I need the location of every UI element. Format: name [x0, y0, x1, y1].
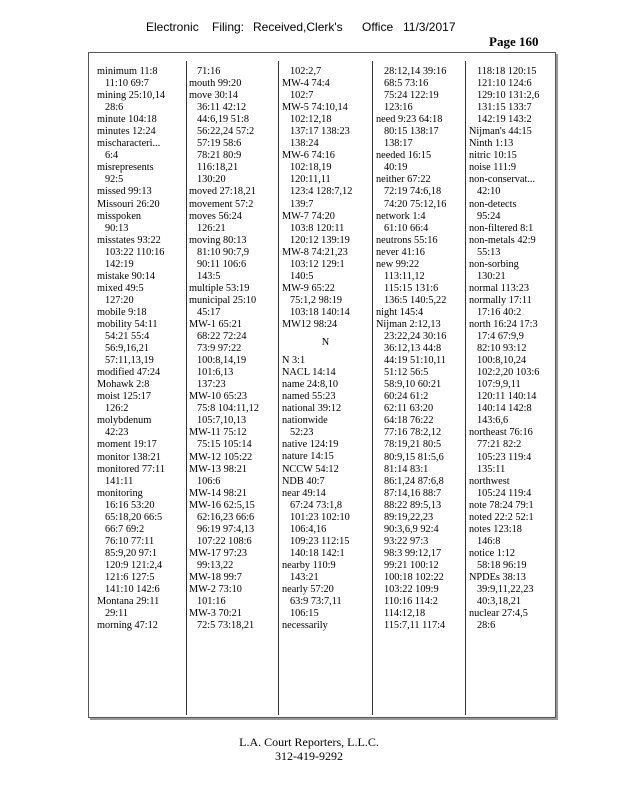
index-entry: normal 113:23	[469, 282, 529, 294]
index-entry: 138:17	[384, 138, 413, 150]
index-entry: non-filtered 8:1	[469, 222, 534, 234]
index-entry: Nijman's 44:15	[469, 126, 532, 138]
index-entry: mixed 49:5	[97, 282, 144, 294]
index-entry: 140:14 142:8	[477, 403, 532, 415]
index-frame	[88, 52, 556, 718]
index-entry: 103:22 109:9	[384, 584, 439, 596]
index-entry: MW-13 98:21	[189, 463, 248, 475]
index-entry: minute 104:18	[97, 114, 157, 126]
header-office: Office	[362, 20, 394, 34]
index-entry: 138:24	[290, 138, 319, 150]
index-entry: 106:6	[197, 475, 221, 487]
index-entry: 64:18 76:22	[384, 415, 434, 427]
index-entry: 75:15 105:14	[197, 439, 252, 451]
index-entry: MW-16 62:5,15	[189, 499, 255, 511]
index-entry: 55:13	[477, 246, 501, 258]
index-entry: 77:21 82:2	[477, 439, 522, 451]
index-entry: 102:12,18	[290, 114, 332, 126]
index-entry: 90:13	[105, 222, 129, 234]
index-entry: 106:15	[290, 608, 319, 620]
index-entry: Missouri 26:20	[97, 198, 160, 210]
index-entry: nearly 57:20	[282, 583, 334, 595]
index-entry: 100:18 102:22	[384, 571, 444, 583]
index-entry: 65:18,20 66:5	[105, 511, 163, 523]
index-entry: needed 16:15	[376, 150, 432, 162]
index-entry: noise 111:9	[469, 162, 516, 174]
index-entry: Montana 29:11	[97, 596, 160, 608]
index-entry: 120:12 139:19	[290, 234, 350, 246]
index-entry: Ninth 1:13	[469, 138, 514, 150]
index-entry: moved 27:18,21	[189, 186, 256, 198]
index-entry: 106:4,16	[290, 523, 327, 535]
index-entry: noted 22:2 52:1	[469, 511, 534, 523]
index-entry: moving 80:13	[189, 234, 247, 246]
index-entry: neither 67:22	[376, 174, 431, 186]
index-entry: 120:11,11	[290, 174, 331, 186]
index-entry: morning 47:12	[97, 620, 158, 632]
index-entry: native 124:19	[282, 439, 339, 451]
index-entry: 126:21	[197, 222, 226, 234]
index-entry: 51:12 56:5	[384, 367, 429, 379]
index-entry: 78:21 80:9	[197, 150, 242, 162]
index-entry: 28:6	[105, 102, 124, 114]
index-entry: 114:12,18	[384, 608, 426, 620]
index-entry: 142:19 143:2	[477, 114, 532, 126]
index-entry: normally 17:11	[469, 294, 532, 306]
index-entry: MW-17 97:23	[189, 547, 248, 559]
index-entry: 143:6,6	[477, 415, 509, 427]
index-entry: 146:8	[477, 535, 501, 547]
index-entry: 90:11 106:6	[197, 258, 247, 270]
index-entry: 28:12,14 39:16	[384, 66, 447, 77]
footer-phone: 312-419-9292	[275, 749, 343, 763]
index-entry: Mohawk 2:8	[97, 379, 150, 391]
index-entry: 95:24	[477, 210, 501, 222]
index-entry: N 3:1	[282, 355, 306, 367]
index-column-1	[97, 66, 183, 632]
index-entry: molybdenum	[97, 415, 152, 427]
index-entry: misstates 93:22	[97, 234, 161, 246]
index-entry: note 78:24 79:1	[469, 499, 534, 511]
index-entry: 116:18,21	[197, 162, 239, 174]
index-entry: moist 125:17	[97, 391, 152, 403]
index-entry: need 9:23 64:18	[376, 114, 443, 126]
index-entry: 143:5	[197, 270, 221, 282]
index-entry: 87:14,16 88:7	[384, 487, 442, 499]
index-entry: 63:9 73:7,11	[290, 596, 342, 608]
index-entry: 61:10 66:4	[384, 222, 429, 234]
index-entry: misspoken	[97, 210, 142, 222]
index-entry: 80:9,15 81:5,6	[384, 451, 444, 463]
header-date: 11/3/2017	[403, 20, 456, 34]
index-entry: 135:11	[477, 463, 506, 475]
index-entry: mining 25:10,14	[97, 90, 166, 102]
index-entry: mischaracteri...	[97, 138, 161, 150]
index-entry: MW-12 105:22	[189, 451, 253, 463]
header-received: Received,Clerk's	[253, 20, 343, 34]
index-entry: 100:8,14,19	[197, 355, 247, 367]
index-entry: 115:15 131:6	[384, 282, 439, 294]
index-entry: movement 57:2	[189, 198, 254, 210]
index-entry: monitor 138:21	[97, 451, 161, 463]
index-entry: 75:24 122:19	[384, 90, 439, 102]
index-entry: 105:23 119:4	[477, 451, 532, 463]
index-column-3	[282, 66, 369, 632]
index-entry: 121:10 124:6	[477, 78, 532, 90]
index-entry: MW-14 98:21	[189, 487, 248, 499]
index-entry: MW-18 99:7	[189, 571, 242, 583]
column-divider	[186, 61, 187, 715]
index-entry: MW-2 73:10	[189, 584, 242, 596]
index-entry: non-sorbing	[469, 258, 519, 270]
index-entry: 123:4 128:7,12	[290, 186, 353, 198]
index-entry: 11:10 69:7	[105, 78, 149, 90]
index-entry: 39:9,11,22,23	[477, 584, 534, 596]
index-entry: nearby 110:9	[282, 559, 336, 571]
index-entry: Nijman 2:12,13	[376, 318, 441, 330]
index-entry: 137:17 138:23	[290, 126, 350, 138]
index-entry: 99:21 100:12	[384, 559, 439, 571]
index-entry: nature 14:15	[282, 451, 334, 463]
index-entry: 28:6	[477, 620, 496, 632]
index-entry: MW-3 70:21	[189, 608, 242, 620]
index-entry: 141:10 142:6	[105, 584, 160, 596]
index-entry: MW-8 74:21,23	[282, 246, 348, 258]
index-entry: 57:11,13,19	[105, 355, 154, 367]
index-entry: neutrons 55:16	[376, 234, 438, 246]
index-entry: 77:16 78:2,12	[384, 427, 442, 439]
index-entry: 140:5	[290, 270, 314, 282]
index-entry: 66:7 69:2	[105, 523, 145, 535]
index-entry: minutes 12:24	[97, 126, 156, 138]
index-entry: northwest	[469, 475, 510, 487]
index-entry: 130:21	[477, 270, 506, 282]
index-entry: 139:7	[290, 198, 314, 210]
index-entry: necessarily	[282, 620, 328, 632]
index-entry: 82:10 93:12	[477, 343, 527, 355]
index-entry: 81:14 83:1	[384, 463, 429, 475]
index-entry: 113:11,12	[384, 270, 425, 282]
index-entry: 23:22,24 30:16	[384, 331, 447, 343]
index-entry: 45:17	[197, 306, 221, 318]
index-entry: 62:11 63:20	[384, 403, 434, 415]
index-entry: move 30:14	[189, 90, 238, 102]
index-entry: 62:16,23 66:6	[197, 511, 255, 523]
index-entry: 136:5 140:5,22	[384, 294, 447, 306]
index-entry: 98:3 99:12,17	[384, 547, 442, 559]
index-entry: 92:5	[105, 174, 124, 186]
index-entry: 140:18 142:1	[290, 547, 345, 559]
index-entry: non-conservat...	[469, 174, 536, 186]
index-entry: 142:19	[105, 258, 134, 270]
index-entry: monitored 77:11	[97, 463, 165, 475]
index-entry: 110:16 114:2	[384, 596, 438, 608]
index-entry: 120:11 140:14	[477, 391, 537, 403]
index-entry: 56:22,24 57:2	[197, 126, 255, 138]
index-entry: MW-7 74:20	[282, 210, 335, 222]
index-entry: 44:6,19 51:8	[197, 114, 250, 126]
index-entry: north 16:24 17:3	[469, 318, 538, 330]
index-entry: 60:24 61:2	[384, 391, 429, 403]
index-entry: 127:20	[105, 294, 134, 306]
index-entry: 103:8 120:11	[290, 222, 345, 234]
index-entry: 109:23 112:15	[290, 535, 350, 547]
index-entry: 36:12,13 44:8	[384, 343, 442, 355]
index-entry: 129:10 131:2,6	[477, 90, 540, 102]
index-entry: NACL 14:14	[282, 367, 336, 379]
index-entry: 36:11 42:12	[197, 102, 247, 114]
index-entry: 74:20 75:12,16	[384, 198, 447, 210]
index-entry: 99:13,22	[197, 559, 234, 571]
index-entry: nitric 10:15	[469, 150, 517, 162]
index-entry: 75:1,2 98:19	[290, 294, 343, 306]
index-entry: 42:10	[477, 186, 501, 198]
index-entry: non-detects	[469, 198, 517, 210]
index-entry: 102:18,19	[290, 162, 332, 174]
index-entry: MW-6 74:16	[282, 150, 335, 162]
index-entry: 107:9,9,11	[477, 379, 521, 391]
index-entry: 56:9,16,21	[105, 343, 150, 355]
page-number: Page 160	[489, 34, 539, 49]
column-divider	[465, 61, 466, 715]
index-entry: name 24:8,10	[282, 379, 339, 391]
index-entry: never 41:16	[376, 246, 425, 258]
column-divider	[278, 61, 279, 715]
index-entry: network 1:4	[376, 210, 426, 222]
index-entry: 118:18 120:15	[477, 66, 537, 77]
index-entry: 89:19,22,23	[384, 511, 434, 523]
index-entry: 105:24 119:4	[477, 487, 532, 499]
index-column-5	[469, 66, 551, 632]
index-entry: 90:3,6,9 92:4	[384, 523, 439, 535]
index-entry: MW-1 65:21	[189, 318, 242, 330]
index-entry: missed 99:13	[97, 186, 152, 198]
index-entry: 101:16	[197, 596, 226, 608]
index-entry: 71:16	[197, 66, 221, 77]
index-entry: 17:4 67:9,9	[477, 331, 524, 343]
index-entry: nuclear 27:4,5	[469, 608, 528, 620]
index-entry: 54:21 55:4	[105, 331, 150, 343]
index-entry: MW12 98:24	[282, 318, 338, 330]
index-entry: 40:3,18,21	[477, 596, 522, 608]
index-entry: 88:22 89:5,13	[384, 499, 442, 511]
index-entry: MW-10 65:23	[189, 391, 248, 403]
index-entry: 105:7,10,13	[197, 415, 247, 427]
index-entry: 115:7,11 117:4	[384, 620, 446, 632]
index-entry: 120:9 121:2,4	[105, 559, 163, 571]
index-entry: mistake 90:14	[97, 270, 156, 282]
index-entry: multiple 53:19	[189, 282, 250, 294]
index-entry: 76:10 77:11	[105, 535, 155, 547]
index-entry: MW-5 74:10,14	[282, 102, 348, 114]
index-entry: 42:23	[105, 427, 129, 439]
index-entry: 6:4	[105, 150, 119, 162]
index-entry: 123:16	[384, 102, 413, 114]
index-column-2	[189, 66, 275, 632]
index-entry: 67:24 73:1,8	[290, 499, 343, 511]
index-entry: 103:18 140:14	[290, 306, 350, 318]
index-entry: notice 1:12	[469, 547, 516, 559]
index-entry: 80:15 138:17	[384, 126, 439, 138]
index-entry: 100:8,10,24	[477, 355, 527, 367]
index-entry: 68:5 73:16	[384, 78, 429, 90]
index-entry: named 55:23	[282, 391, 336, 403]
index-entry: 126:2	[105, 403, 129, 415]
index-entry: 73:9 97:22	[197, 343, 242, 355]
index-entry: mobile 9:18	[97, 306, 147, 318]
index-entry: mouth 99:20	[189, 78, 242, 90]
index-entry: 17:16 40:2	[477, 306, 522, 318]
header-filing: Filing:	[212, 20, 245, 34]
index-entry: night 145:4	[376, 306, 424, 318]
index-entry: MW-9 65:22	[282, 282, 335, 294]
index-entry: 103:12 129:1	[290, 258, 345, 270]
index-entry: 75:8 104:11,12	[197, 403, 259, 415]
index-entry: MW-4 74:4	[282, 78, 330, 90]
index-entry: minimum 11:8	[97, 66, 158, 77]
index-entry: 29:11	[105, 608, 129, 620]
index-entry: 103:22 110:16	[105, 246, 165, 258]
index-entry: 16:16 53:20	[105, 499, 155, 511]
index-entry: 137:23	[197, 379, 226, 391]
index-entry: 40:19	[384, 162, 408, 174]
index-entry: new 99:22	[376, 258, 420, 270]
index-entry: moment 19:17	[97, 439, 157, 451]
index-entry: nationwide	[282, 415, 328, 427]
index-entry: mobility 54:11	[97, 318, 158, 330]
index-entry: monitoring	[97, 487, 143, 499]
index-entry: 101:6,13	[197, 367, 234, 379]
index-entry: NCCW 54:12	[282, 463, 339, 475]
index-entry: modified 47:24	[97, 367, 161, 379]
index-entry: 102:7	[290, 90, 314, 102]
column-divider	[372, 61, 373, 715]
index-column-4	[376, 66, 462, 632]
index-entry: misrepresents	[97, 162, 154, 174]
index-entry: 58:18 96:19	[477, 559, 527, 571]
index-entry: municipal 25:10	[189, 294, 257, 306]
index-entry: national 39:12	[282, 403, 342, 415]
index-entry: 121:6 127:5	[105, 571, 155, 583]
index-entry: 81:10 90:7,9	[197, 246, 250, 258]
index-entry: 86:1,24 87:6,8	[384, 475, 444, 487]
index-entry: 143:21	[290, 571, 319, 583]
index-entry: 102:2,7	[290, 66, 322, 77]
index-entry: 72:5 73:18,21	[197, 620, 255, 632]
index-entry: 85:9,20 97:1	[105, 547, 158, 559]
index-entry: 96:19 97:4,13	[197, 523, 255, 535]
index-entry: 52:23	[290, 427, 314, 439]
section-letter-heading: N	[321, 337, 330, 349]
index-entry: 93:22 97:3	[384, 535, 429, 547]
index-entry: 101:23 102:10	[290, 511, 350, 523]
header-electronic: Electronic	[146, 20, 199, 34]
index-entry: 141:11	[105, 475, 134, 487]
index-entry: 58:9,10 60:21	[384, 379, 442, 391]
index-entry: NDB 40:7	[282, 475, 325, 487]
index-entry: non-metals 42:9	[469, 234, 536, 246]
index-entry: moves 56:24	[189, 210, 242, 222]
index-entry: 102:2,20 103:6	[477, 367, 540, 379]
index-entry: notes 123:18	[469, 523, 522, 535]
index-entry: northeast 76:16	[469, 427, 533, 439]
footer-company: L.A. Court Reporters, L.L.C.	[239, 735, 379, 749]
index-entry: MW-11 75:12	[189, 427, 247, 439]
index-entry: 44:19 51:10,11	[384, 355, 446, 367]
index-entry: near 49:14	[282, 487, 326, 499]
index-entry: 72:19 74:6,18	[384, 186, 442, 198]
index-entry: NPDEs 38:13	[469, 571, 526, 583]
index-entry: 107:22 108:6	[197, 535, 252, 547]
index-entry: 130:20	[197, 174, 226, 186]
index-entry: 78:19,21 80:5	[384, 439, 442, 451]
index-entry: 68:22 72:24	[197, 331, 247, 343]
index-entry: 131:15 133:7	[477, 102, 532, 114]
index-entry: 57:19 58:6	[197, 138, 242, 150]
